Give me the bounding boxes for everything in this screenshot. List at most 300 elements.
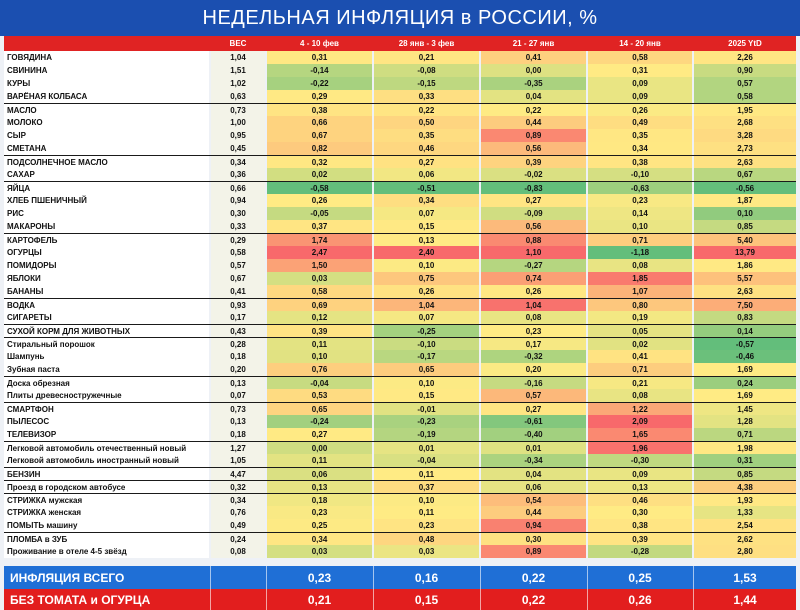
table-row [4,428,796,441]
value-cell: 5,40 [694,234,796,247]
weight-cell: 0,13 [211,377,265,390]
value-cell: 0,75 [374,272,479,285]
value-cell: 0,10 [374,259,479,272]
value-cell: 2,40 [374,246,479,259]
value-cell: -0,14 [267,64,372,77]
weight-cell: 0,41 [211,285,265,298]
value-cell: -0,05 [267,207,372,220]
value-cell: 1,93 [694,494,796,507]
value-cell: 0,13 [374,234,479,247]
value-cell: 0,89 [481,545,586,558]
value-cell: 0,00 [267,442,372,455]
value-cell: 0,94 [481,519,586,532]
value-cell: 0,22 [481,104,586,117]
column-header: 4 - 10 фев [300,39,339,48]
value-cell: 1,45 [694,403,796,416]
value-cell: 0,11 [374,468,479,481]
row-label: ВОДКА [4,299,209,312]
weight-cell: 0,36 [211,168,265,181]
value-cell: 0,10 [588,220,692,233]
weight-cell: 0,24 [211,533,265,546]
table-row [4,272,796,285]
table-row [4,142,796,155]
table-row [4,116,796,129]
table-row [4,480,796,494]
value-cell: 0,30 [481,533,586,546]
value-cell: 0,05 [588,325,692,338]
row-label: СЫР [4,129,209,142]
value-cell: 0,14 [694,325,796,338]
value-cell: 0,03 [374,545,479,558]
total-value-cell: 0,16 [414,570,439,585]
value-cell: 0,38 [588,519,692,532]
value-cell: 2,63 [694,156,796,169]
value-cell: -0,51 [374,182,479,195]
row-label: ПОДСОЛНЕЧНОЕ МАСЛО [4,156,209,169]
value-cell: 1,69 [694,363,796,376]
value-cell: 0,06 [267,468,372,481]
table-row [4,389,796,402]
row-label: Доска обрезная [4,377,209,390]
table-row [4,324,796,338]
value-cell: -0,15 [374,77,479,90]
value-cell: 1,28 [694,415,796,428]
value-cell: 0,89 [481,129,586,142]
value-cell: 1,87 [694,194,796,207]
value-cell: 1,86 [694,259,796,272]
value-cell: 0,74 [481,272,586,285]
value-cell: -0,58 [267,182,372,195]
value-cell: 0,21 [588,377,692,390]
value-cell: -0,04 [267,377,372,390]
value-cell: 0,82 [267,142,372,155]
weight-cell: 0,94 [211,194,265,207]
value-cell: -0,61 [481,415,586,428]
weight-cell: 0,34 [211,156,265,169]
weight-cell: 0,07 [211,389,265,402]
value-cell: 0,07 [374,207,479,220]
total-divider [210,589,211,610]
value-cell: 0,48 [374,533,479,546]
row-label: СВИНИНА [4,64,209,77]
value-cell: 13,79 [694,246,796,259]
value-cell: 0,53 [267,389,372,402]
value-cell: 0,39 [481,156,586,169]
value-cell: 0,07 [374,311,479,324]
row-label: Проезд в городском автобусе [4,481,209,494]
value-cell: 0,34 [267,533,372,546]
value-cell: 0,85 [694,220,796,233]
value-cell: 0,06 [481,481,586,494]
value-cell: 0,08 [588,259,692,272]
value-cell: 0,23 [588,194,692,207]
value-cell: 0,32 [267,156,372,169]
row-label: Плиты древесностружечные [4,389,209,402]
value-cell: 0,57 [481,389,586,402]
value-cell: 0,33 [374,90,479,103]
value-cell: 0,10 [694,207,796,220]
row-label: Легковой автомобиль иностранный новый [4,454,209,467]
row-label: КУРЫ [4,77,209,90]
value-cell: 0,00 [481,64,586,77]
row-label: ЯЙЦА [4,182,209,195]
value-cell: 0,27 [374,156,479,169]
table-row [4,402,796,416]
value-cell: -0,02 [481,168,586,181]
table-row [4,467,796,481]
weight-cell: 0,29 [211,234,265,247]
table-row [4,51,796,64]
value-cell: -0,56 [694,182,796,195]
value-cell: 0,54 [481,494,586,507]
value-cell: -0,25 [374,325,479,338]
value-cell: 0,18 [267,494,372,507]
value-cell: 0,26 [267,194,372,207]
value-cell: 1,95 [694,104,796,117]
table-row [4,168,796,181]
value-cell: 4,38 [694,481,796,494]
row-label: ПЫЛЕСОС [4,415,209,428]
value-cell: 0,08 [588,389,692,402]
value-cell: -0,01 [374,403,479,416]
value-cell: -0,10 [588,168,692,181]
value-cell: -0,57 [694,338,796,351]
weight-cell: 1,00 [211,116,265,129]
value-cell: 0,29 [267,90,372,103]
value-cell: 1,98 [694,442,796,455]
value-cell: -0,30 [588,454,692,467]
value-cell: -0,34 [481,454,586,467]
weight-cell: 1,02 [211,77,265,90]
value-cell: 1,85 [588,272,692,285]
value-cell: 1,04 [374,299,479,312]
value-cell: 0,26 [374,285,479,298]
value-cell: 0,57 [694,77,796,90]
value-cell: 0,23 [374,519,479,532]
weight-cell: 0,45 [211,142,265,155]
value-cell: 0,26 [588,104,692,117]
value-cell: 0,22 [374,104,479,117]
table-row [4,298,796,312]
row-label: СМАРТФОН [4,403,209,416]
row-label: Проживание в отеле 4-5 звёзд [4,545,209,558]
value-cell: 0,06 [374,168,479,181]
total-label: БЕЗ ТОМАТА и ОГУРЦА [10,592,151,607]
value-cell: 5,57 [694,272,796,285]
value-cell: 0,34 [588,142,692,155]
total-value-cell: 0,26 [628,592,652,607]
value-cell: 0,58 [588,51,692,64]
value-cell: 0,08 [481,311,586,324]
value-cell: -0,27 [481,259,586,272]
column-header-weight: ВЕС [229,39,247,48]
row-label: ВАРЁНАЯ КОЛБАСА [4,90,209,103]
table-row [4,454,796,467]
value-cell: 0,10 [374,377,479,390]
value-cell: 0,76 [267,363,372,376]
value-cell: -0,63 [588,182,692,195]
table-row [4,129,796,142]
value-cell: 0,31 [694,454,796,467]
weight-cell: 0,73 [211,403,265,416]
value-cell: -0,23 [374,415,479,428]
row-label: Зубная паста [4,363,209,376]
row-label: ОГУРЦЫ [4,246,209,259]
value-cell: 0,37 [374,481,479,494]
value-cell: 0,39 [267,325,372,338]
value-cell: 0,35 [374,129,479,142]
weight-cell: 0,20 [211,363,265,376]
weight-cell: 1,51 [211,64,265,77]
row-label: ПЛОМБА в ЗУБ [4,533,209,546]
table-row [4,493,796,507]
value-cell: 0,15 [374,220,479,233]
column-header: 14 - 20 янв [619,39,661,48]
weight-cell: 4,47 [211,468,265,481]
weight-cell: 0,95 [211,129,265,142]
value-cell: 0,58 [267,285,372,298]
value-cell: 0,85 [694,468,796,481]
value-cell: -1,18 [588,246,692,259]
value-cell: 0,69 [267,299,372,312]
value-cell: 0,31 [267,51,372,64]
weight-cell: 0,63 [211,90,265,103]
value-cell: 1,10 [481,246,586,259]
value-cell: -0,35 [481,77,586,90]
table-row [4,155,796,169]
value-cell: 0,41 [588,350,692,363]
value-cell: 1,96 [588,442,692,455]
page-title: НЕДЕЛЬНАЯ ИНФЛЯЦИЯ в РОССИИ, % [0,0,800,36]
value-cell: 0,66 [267,116,372,129]
column-header: 21 - 27 янв [512,39,555,48]
value-cell: 0,25 [267,519,372,532]
row-label: МАКАРОНЫ [4,220,209,233]
table-row [4,415,796,428]
table-row [4,350,796,363]
weight-cell: 0,33 [211,220,265,233]
table-row [4,194,796,207]
value-cell: 0,04 [481,90,586,103]
value-cell: -0,32 [481,350,586,363]
value-cell: 0,14 [588,207,692,220]
table-row [4,233,796,247]
value-cell: 0,31 [588,64,692,77]
table-row [4,363,796,376]
value-cell: 0,34 [374,194,479,207]
table-row [4,545,796,558]
value-cell: 0,80 [588,299,692,312]
total-inflation-row [4,566,796,589]
value-cell: 0,44 [481,116,586,129]
total-value-cell: 0,23 [307,570,332,585]
value-cell: -0,28 [588,545,692,558]
value-cell: 1,69 [694,389,796,402]
weight-cell: 0,08 [211,545,265,558]
value-cell: 0,02 [588,338,692,351]
header-row [4,36,796,51]
value-cell: 1,74 [267,234,372,247]
row-label: САХАР [4,168,209,181]
value-cell: 0,10 [267,350,372,363]
value-cell: 0,27 [267,428,372,441]
value-cell: 2,54 [694,519,796,532]
weight-cell: 0,57 [211,259,265,272]
row-label: ГОВЯДИНА [4,51,209,64]
value-cell: 0,19 [588,311,692,324]
weight-cell: 1,04 [211,51,265,64]
weight-cell: 0,93 [211,299,265,312]
value-cell: 0,13 [588,481,692,494]
row-label: ТЕЛЕВИЗОР [4,428,209,441]
weight-cell: 0,66 [211,182,265,195]
row-label: СТРИЖКА мужская [4,494,209,507]
table-row [4,506,796,519]
value-cell: 0,24 [694,377,796,390]
table-row [4,311,796,324]
row-label: ПОМЫТЬ машину [4,519,209,532]
value-cell: 0,21 [374,51,479,64]
value-cell: 1,07 [588,285,692,298]
weight-cell: 0,17 [211,311,265,324]
ex-tomato-cucumber-row [4,589,796,610]
value-cell: 0,23 [267,506,372,519]
table-row [4,519,796,532]
total-value-cell: 1,53 [733,570,757,585]
weight-cell: 1,27 [211,442,265,455]
value-cell: 0,56 [481,220,586,233]
value-cell: 0,02 [267,168,372,181]
value-cell: 0,71 [588,363,692,376]
value-cell: 1,50 [267,259,372,272]
weight-cell: 0,49 [211,519,265,532]
value-cell: 0,26 [481,285,586,298]
value-cell: 0,58 [694,90,796,103]
value-cell: 0,20 [481,363,586,376]
value-cell: -0,16 [481,377,586,390]
row-label: Легковой автомобиль отечественный новый [4,442,209,455]
value-cell: -0,40 [481,428,586,441]
value-cell: 0,09 [588,90,692,103]
value-cell: 0,44 [481,506,586,519]
value-cell: 0,88 [481,234,586,247]
value-cell: 0,04 [481,468,586,481]
value-cell: 0,12 [267,311,372,324]
value-cell: 0,56 [481,142,586,155]
value-cell: -0,09 [481,207,586,220]
row-label: СТРИЖКА женская [4,506,209,519]
value-cell: 0,01 [374,442,479,455]
row-label: БАНАНЫ [4,285,209,298]
table-row [4,441,796,455]
value-cell: 0,41 [481,51,586,64]
table-row [4,207,796,220]
weight-cell: 0,73 [211,104,265,117]
value-cell: -0,19 [374,428,479,441]
value-cell: 0,65 [374,363,479,376]
value-cell: -0,22 [267,77,372,90]
total-value-cell: 0,22 [521,592,546,607]
value-cell: 0,11 [267,454,372,467]
weight-cell: 0,58 [211,246,265,259]
column-header: 28 янв - 3 фев [398,39,455,48]
row-label: РИС [4,207,209,220]
value-cell: 0,38 [588,156,692,169]
total-value-cell: 1,44 [733,592,757,607]
value-cell: 0,46 [374,142,479,155]
weight-cell: 0,18 [211,350,265,363]
value-cell: 1,33 [694,506,796,519]
value-cell: 0,67 [694,168,796,181]
value-cell: 3,28 [694,129,796,142]
value-cell: 0,71 [694,428,796,441]
row-label: МАСЛО [4,104,209,117]
value-cell: 2,62 [694,533,796,546]
value-cell: 0,13 [267,481,372,494]
value-cell: -0,10 [374,338,479,351]
value-cell: -0,04 [374,454,479,467]
value-cell: 7,50 [694,299,796,312]
value-cell: 0,11 [374,506,479,519]
total-value-cell: 0,22 [521,570,546,585]
value-cell: 2,80 [694,545,796,558]
row-label: ЯБЛОКИ [4,272,209,285]
value-cell: 0,50 [374,116,479,129]
value-cell: 1,65 [588,428,692,441]
table-row [4,376,796,390]
value-cell: 0,09 [588,77,692,90]
value-cell: 0,03 [267,272,372,285]
total-label: ИНФЛЯЦИЯ ВСЕГО [10,570,125,585]
value-cell: 0,46 [588,494,692,507]
value-cell: 2,26 [694,51,796,64]
value-cell: 2,68 [694,116,796,129]
value-cell: 0,27 [481,403,586,416]
weight-cell: 1,05 [211,454,265,467]
table-row [4,246,796,259]
row-label: Шампунь [4,350,209,363]
weight-cell: 0,30 [211,207,265,220]
weight-cell: 0,76 [211,506,265,519]
weight-cell: 0,28 [211,338,265,351]
value-cell: 1,22 [588,403,692,416]
row-label: МОЛОКО [4,116,209,129]
value-cell: 0,38 [267,104,372,117]
value-cell: 2,73 [694,142,796,155]
value-cell: 0,23 [481,325,586,338]
value-cell: 0,49 [588,116,692,129]
value-cell: 0,11 [267,338,372,351]
weight-cell: 0,32 [211,481,265,494]
total-value-cell: 0,15 [414,592,439,607]
row-label: БЕНЗИН [4,468,209,481]
value-cell: -0,83 [481,182,586,195]
value-cell: 0,83 [694,311,796,324]
value-cell: -0,08 [374,64,479,77]
value-cell: 0,37 [267,220,372,233]
value-cell: 0,67 [267,129,372,142]
value-cell: 0,39 [588,533,692,546]
row-label: Стиральный порошок [4,338,209,351]
value-cell: 2,09 [588,415,692,428]
weight-cell: 0,67 [211,272,265,285]
row-label: СМЕТАНА [4,142,209,155]
row-label: СИГАРЕТЫ [4,311,209,324]
table-row [4,337,796,351]
weight-cell: 0,18 [211,428,265,441]
value-cell: 1,04 [481,299,586,312]
weight-cell: 0,43 [211,325,265,338]
